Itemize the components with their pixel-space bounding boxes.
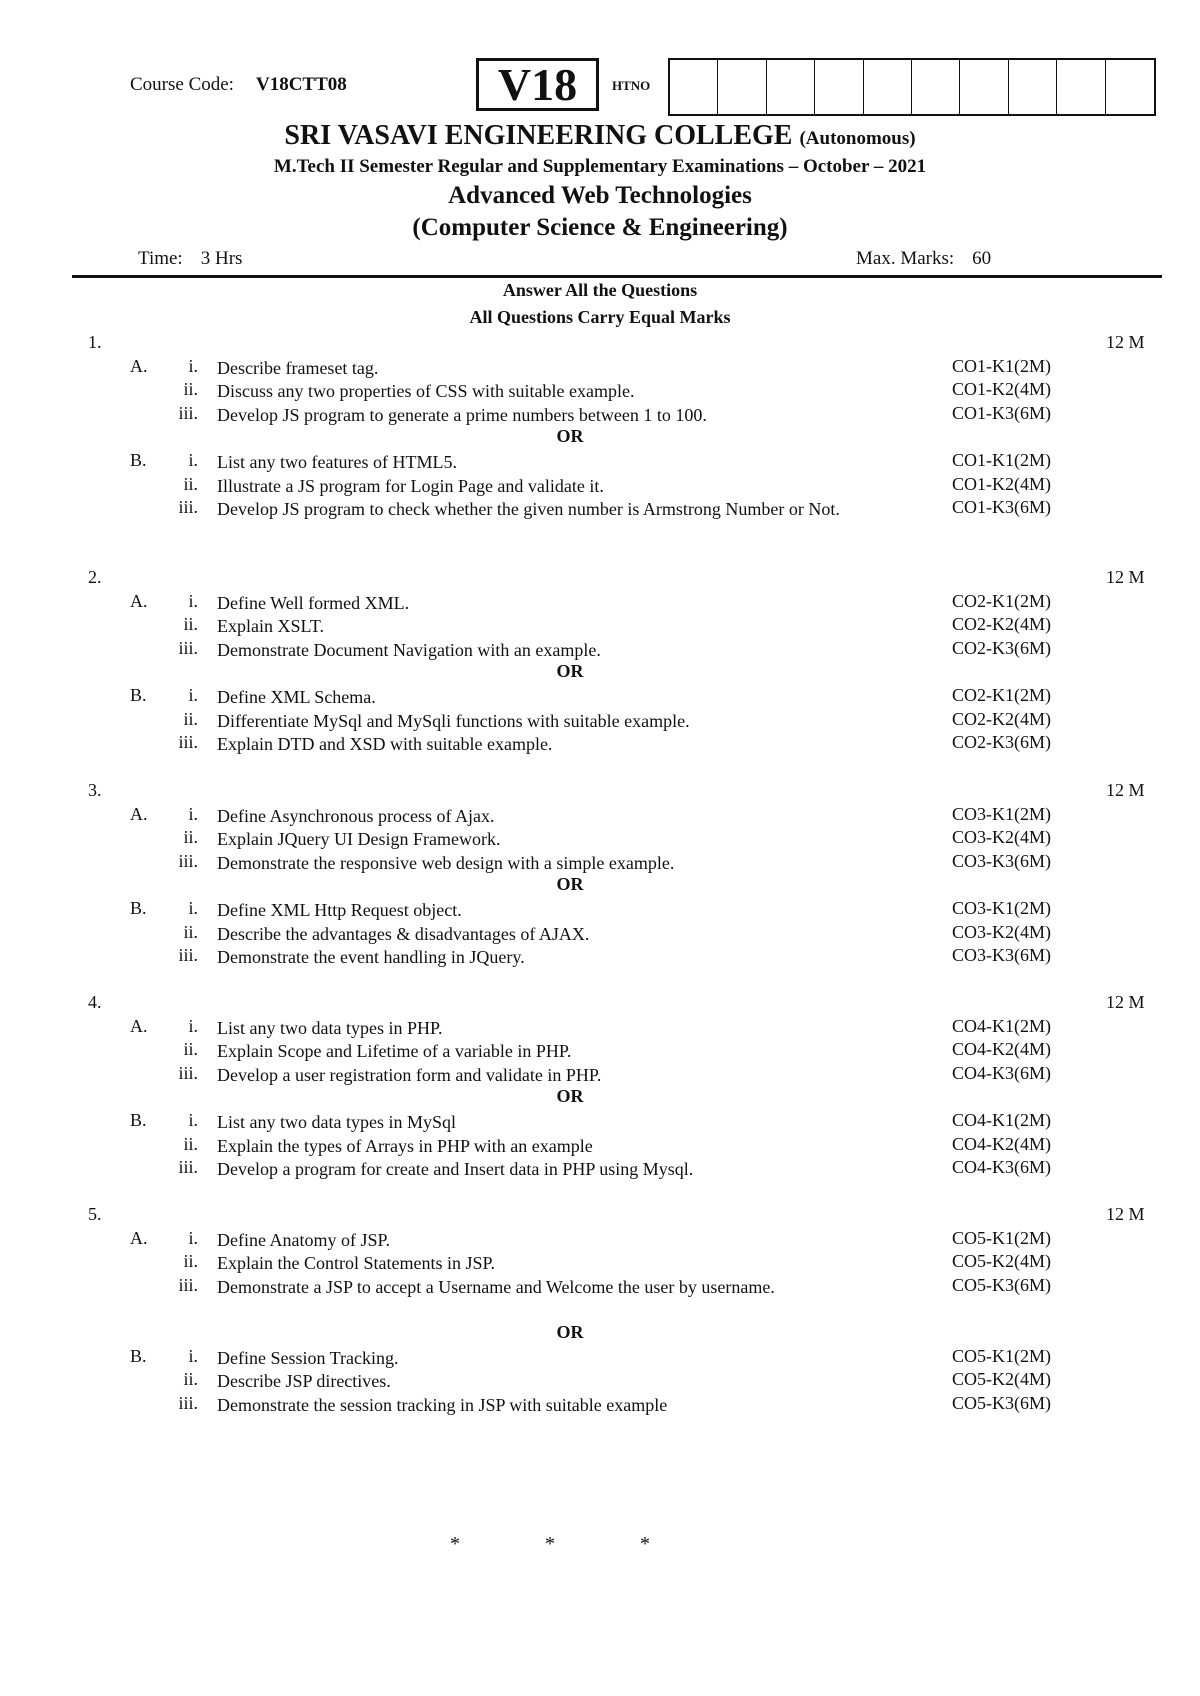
course-outcome: CO3-K3(6M) — [952, 945, 1051, 966]
course-outcome: CO4-K3(6M) — [952, 1157, 1051, 1178]
sub-question — [0, 356, 1200, 382]
roman-numeral: ii. — [183, 1133, 198, 1154]
course-outcome: CO3-K1(2M) — [952, 803, 1051, 824]
instruction-answer-all: Answer All the Questions — [502, 280, 698, 300]
course-outcome: CO1-K1(2M) — [952, 355, 1051, 376]
sub-question — [0, 1275, 1200, 1301]
roman-numeral: i. — [188, 1227, 198, 1248]
question-text: Define Anatomy of JSP. — [217, 1229, 390, 1250]
course-outcome: CO2-K2(4M) — [952, 614, 1051, 635]
question-text: Develop JS program to check whether the given number is Armstrong Number or Not. — [217, 499, 840, 520]
course-outcome: CO2-K2(4M) — [952, 708, 1051, 729]
question-text: Explain XSLT. — [217, 616, 324, 637]
roman-numeral: i. — [188, 1015, 198, 1036]
roman-numeral: iii. — [178, 945, 198, 966]
sub-question — [0, 685, 1200, 711]
question-text: Define Asynchronous process of Ajax. — [217, 805, 495, 826]
roman-numeral: iii. — [178, 637, 198, 658]
sub-question — [0, 474, 1200, 500]
sub-question — [0, 1134, 1200, 1160]
question-marks: 12 M — [1106, 1204, 1145, 1224]
course-outcome: CO4-K1(2M) — [952, 1110, 1051, 1130]
part-label: A. — [130, 355, 148, 376]
sub-question — [0, 1157, 1200, 1183]
time-value: 3 Hrs — [200, 248, 243, 269]
htno-box[interactable] — [960, 60, 1008, 114]
roman-numeral: ii. — [183, 614, 198, 635]
subject-title: Advanced Web Technologies — [448, 182, 752, 209]
roman-numeral: ii. — [183, 827, 198, 848]
end-marker: * * * — [450, 1533, 690, 1555]
question-text: Develop a program for create and Insert data in PHP using Mysql. — [217, 1159, 694, 1180]
question-text: Demonstrate the responsive web design with a simple example. — [217, 852, 675, 873]
sub-question — [0, 922, 1200, 948]
sub-question — [0, 1110, 1200, 1136]
part-label: A. — [130, 590, 148, 611]
question-text: List any two data types in PHP. — [217, 1017, 443, 1038]
course-outcome: CO1-K3(6M) — [952, 402, 1051, 423]
part-label: A. — [130, 803, 148, 824]
part-label: B. — [130, 685, 147, 705]
question-text: Describe JSP directives. — [217, 1371, 391, 1392]
question-text: Develop JS program to generate a prime numbers between 1 to 100. — [217, 404, 707, 425]
roman-numeral: i. — [188, 355, 198, 376]
roman-numeral: i. — [188, 1110, 198, 1130]
or-separator: OR — [556, 426, 584, 447]
sub-question — [0, 804, 1200, 830]
max-marks-info — [856, 248, 991, 270]
question-text: Define XML Http Request object. — [217, 900, 462, 920]
htno-box[interactable] — [767, 60, 815, 114]
question-number: 4. — [88, 992, 102, 1012]
roman-numeral: iii. — [178, 850, 198, 871]
htno-label: HTNO — [612, 78, 651, 93]
course-outcome: CO1-K3(6M) — [952, 497, 1051, 518]
roman-numeral: i. — [188, 898, 198, 918]
roman-numeral: i. — [188, 803, 198, 824]
htno-box[interactable] — [718, 60, 766, 114]
roman-numeral: ii. — [183, 1251, 198, 1272]
roman-numeral: iii. — [178, 497, 198, 518]
htno-box[interactable] — [1009, 60, 1057, 114]
time-label: Time: — [138, 248, 183, 269]
htno-box[interactable] — [912, 60, 960, 114]
sub-question — [0, 638, 1200, 664]
sub-question — [0, 1251, 1200, 1277]
course-outcome: CO2-K1(2M) — [952, 590, 1051, 611]
course-outcome: CO2-K1(2M) — [952, 685, 1051, 705]
htno-box[interactable] — [815, 60, 863, 114]
course-outcome: CO5-K3(6M) — [952, 1274, 1051, 1295]
question-text: Define Well formed XML. — [217, 592, 410, 613]
question-marks: 12 M — [1106, 332, 1145, 352]
question-number: 3. — [88, 780, 102, 800]
roman-numeral: ii. — [183, 708, 198, 729]
autonomous-label: (Autonomous) — [799, 128, 916, 149]
instruction-equal-marks: All Questions Carry Equal Marks — [469, 307, 731, 327]
roman-numeral: i. — [188, 450, 198, 470]
question-text: Differentiate MySql and MySqli functions with suitable example. — [217, 710, 690, 731]
header-divider — [72, 275, 1162, 278]
question-text: Demonstrate the event handling in JQuery. — [217, 947, 525, 968]
question-text: Demonstrate a JSP to accept a Username and Welcome the user by username. — [217, 1276, 775, 1297]
max-marks-value: 60 — [972, 248, 992, 269]
course-outcome: CO2-K3(6M) — [952, 732, 1051, 753]
sub-question — [0, 591, 1200, 617]
exam-title: M.Tech II Semester Regular and Supplementary Examinations – October – 2021 — [273, 156, 927, 177]
course-code-value: V18CTT08 — [255, 74, 347, 95]
course-code-label: Course Code: — [130, 74, 234, 95]
part-label: B. — [130, 450, 147, 470]
roman-numeral: ii. — [183, 379, 198, 400]
question-marks: 12 M — [1106, 567, 1145, 587]
part-label: B. — [130, 1110, 147, 1130]
question-text: List any two features of HTML5. — [217, 452, 457, 472]
course-outcome: CO3-K3(6M) — [952, 850, 1051, 871]
part-label: A. — [130, 1227, 148, 1248]
course-outcome: CO3-K2(4M) — [952, 921, 1051, 942]
question-text: Demonstrate Document Navigation with an example. — [217, 639, 601, 660]
roman-numeral: i. — [188, 590, 198, 611]
or-separator: OR — [556, 874, 584, 895]
htno-box[interactable] — [1106, 60, 1154, 114]
htno-box[interactable] — [1057, 60, 1105, 114]
time-info — [138, 248, 242, 270]
question-text: List any two data types in MySql — [217, 1112, 456, 1132]
roman-numeral: iii. — [178, 402, 198, 423]
sub-question — [0, 945, 1200, 971]
course-outcome: CO1-K2(4M) — [952, 473, 1051, 494]
sub-question — [0, 1369, 1200, 1395]
question-text: Explain the Control Statements in JSP. — [217, 1253, 495, 1274]
sub-question — [0, 1016, 1200, 1042]
course-outcome: CO5-K2(4M) — [952, 1369, 1051, 1390]
course-outcome: CO5-K1(2M) — [952, 1227, 1051, 1248]
course-outcome: CO1-K2(4M) — [952, 379, 1051, 400]
roman-numeral: i. — [188, 685, 198, 705]
course-outcome: CO4-K2(4M) — [952, 1039, 1051, 1060]
question-text: Discuss any two properties of CSS with suitable example. — [217, 381, 635, 402]
roman-numeral: iii. — [178, 1062, 198, 1083]
question-text: Develop a user registration form and validate in PHP. — [217, 1064, 602, 1085]
course-outcome: CO2-K3(6M) — [952, 637, 1051, 658]
sub-question — [0, 1063, 1200, 1089]
course-outcome: CO5-K1(2M) — [952, 1345, 1051, 1366]
roman-numeral: iii. — [178, 1274, 198, 1295]
question-text: Explain DTD and XSD with suitable example. — [217, 734, 553, 755]
roman-numeral: iii. — [178, 1392, 198, 1413]
roman-numeral: ii. — [183, 473, 198, 494]
question-text: Illustrate a JS program for Login Page and validate it. — [217, 475, 604, 496]
sub-question — [0, 1228, 1200, 1254]
or-separator: OR — [556, 661, 584, 682]
question-number: 5. — [88, 1204, 102, 1224]
or-separator: OR — [556, 1322, 584, 1342]
htno-grid — [668, 58, 1156, 116]
question-text: Define Session Tracking. — [217, 1347, 399, 1368]
sub-question — [0, 614, 1200, 640]
question-text: Describe frameset tag. — [217, 357, 379, 378]
question-text: Describe the advantages & disadvantages of AJAX. — [217, 923, 590, 944]
part-label: B. — [130, 1345, 147, 1366]
sub-question — [0, 732, 1200, 758]
course-outcome: CO4-K3(6M) — [952, 1062, 1051, 1083]
roman-numeral: i. — [188, 1345, 198, 1366]
regulation-box: V18 — [476, 58, 599, 111]
htno-box[interactable] — [864, 60, 912, 114]
course-code — [130, 74, 347, 96]
question-text: Explain Scope and Lifetime of a variable in PHP. — [217, 1041, 572, 1062]
question-text: Demonstrate the session tracking in JSP with suitable example — [217, 1394, 668, 1415]
sub-question — [0, 709, 1200, 735]
question-number: 1. — [88, 332, 102, 352]
roman-numeral: iii. — [178, 732, 198, 753]
sub-question — [0, 851, 1200, 877]
question-marks: 12 M — [1106, 780, 1145, 800]
sub-question — [0, 403, 1200, 429]
htno-box[interactable] — [670, 60, 718, 114]
course-outcome: CO3-K1(2M) — [952, 898, 1051, 918]
question-text: Explain the types of Arrays in PHP with an example — [217, 1135, 593, 1156]
course-outcome: CO4-K2(4M) — [952, 1133, 1051, 1154]
course-outcome: CO1-K1(2M) — [952, 450, 1051, 470]
course-outcome: CO5-K3(6M) — [952, 1392, 1051, 1413]
college-title: SRI VASAVI ENGINEERING COLLEGE — [284, 120, 793, 151]
or-separator: OR — [556, 1086, 584, 1107]
course-outcome: CO4-K1(2M) — [952, 1015, 1051, 1036]
roman-numeral: ii. — [183, 1039, 198, 1060]
sub-question — [0, 827, 1200, 853]
question-text: Define XML Schema. — [217, 687, 376, 707]
question-number: 2. — [88, 567, 102, 587]
question-marks: 12 M — [1106, 992, 1145, 1012]
sub-question — [0, 450, 1200, 476]
roman-numeral: ii. — [183, 1369, 198, 1390]
roman-numeral: iii. — [178, 1157, 198, 1178]
sub-question — [0, 898, 1200, 924]
sub-question — [0, 497, 1200, 523]
course-outcome: CO5-K2(4M) — [952, 1251, 1051, 1272]
part-label: A. — [130, 1015, 148, 1036]
sub-question — [0, 1346, 1200, 1372]
sub-question — [0, 379, 1200, 405]
sub-question — [0, 1393, 1200, 1419]
course-outcome: CO3-K2(4M) — [952, 827, 1051, 848]
roman-numeral: ii. — [183, 921, 198, 942]
part-label: B. — [130, 898, 147, 918]
max-marks-label: Max. Marks: — [856, 248, 955, 269]
question-text: Explain JQuery UI Design Framework. — [217, 829, 501, 850]
branch-title: (Computer Science & Engineering) — [412, 214, 788, 241]
college-name — [0, 120, 1200, 152]
sub-question — [0, 1039, 1200, 1065]
